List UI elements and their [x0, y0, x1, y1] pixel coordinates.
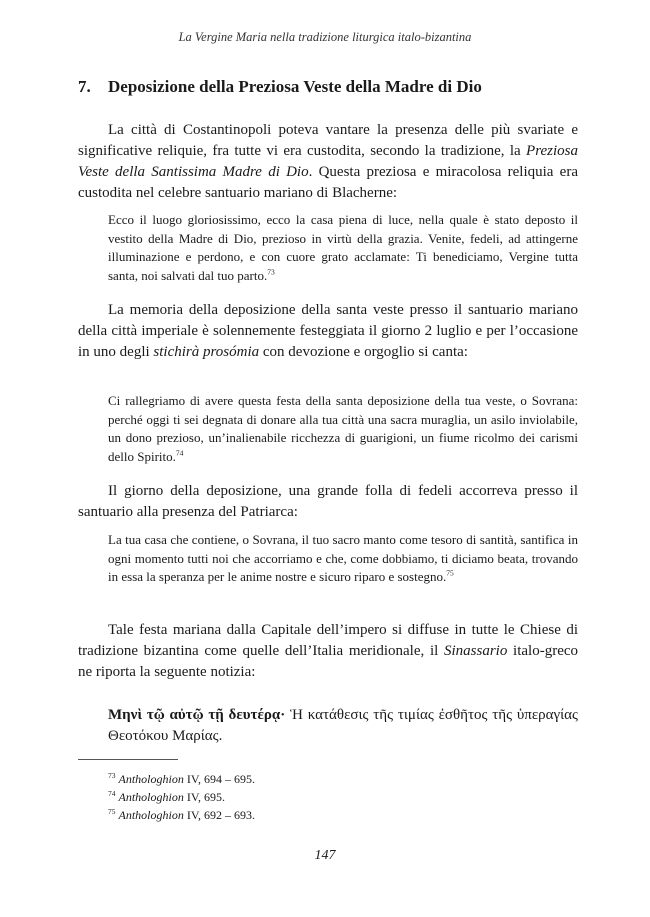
running-head: La Vergine Maria nella tradizione liturgica italo-bizantina	[178, 30, 472, 44]
footnote-reference: IV, 692 – 693.	[183, 808, 255, 822]
footnote-number: 74	[108, 789, 116, 798]
footnote-reference: IV, 695.	[183, 790, 225, 804]
paragraph-2-text-b: con devozione e orgoglio si canta:	[259, 344, 468, 360]
footnote-74	[108, 788, 225, 806]
paragraph-4-text-b: italo-greco ne riporta la seguente notizia:	[78, 643, 579, 680]
quote-2	[108, 392, 578, 466]
quote-2-text: Ci rallegriamo di avere questa festa della santa deposizione della tua veste, o Sovrana: perché oggi ti sei degnata di donare alla tua città una sacra muraglia, un asilo inviolabile, un dono prezioso, un’inalienabile ricchezza di guarigioni, un fiume ricolmo dei carismi dello Spirito.	[108, 393, 578, 464]
greek-bold-date: Μηνὶ τῷ αὐτῷ τῇ δευτέρᾳ·	[108, 707, 286, 723]
quote-1	[108, 211, 578, 285]
quote-1-text: Ecco il luogo gloriosissimo, ecco la casa piena di luce, nella quale è stato deposto il vestito della Madre di Dio, prezioso in virtù della grazia. Venite, fedeli, ad attingerne illuminazione e perdono, e con cuore grato acclamate: Ti benediciamo, Vergine tutta santa, noi salvati dal tuo parto.	[108, 212, 578, 283]
footnote-number: 73	[108, 771, 116, 780]
footnote-73	[108, 770, 255, 788]
paragraph-3: Il giorno della deposizione, una grande folla di fedeli accorreva presso il santuario alla presenza del Patriarca:	[78, 483, 578, 520]
paragraph-2-italic: stichirà prosómia	[153, 344, 260, 360]
footnote-ref-74: 74	[175, 448, 184, 458]
greek-text: Ἡ κατάθεσις τῆς τιμίας ἐσθῆτος τῆς ὑπεραγίας Θεοτόκου Μαρίας.	[108, 707, 578, 744]
footnote-title: Anthologhion	[118, 790, 184, 804]
footnote-reference: IV, 694 – 695.	[183, 772, 255, 786]
footnote-divider	[78, 759, 178, 760]
paragraph-1-text-b: . Questa preziosa e miracolosa reliquia era custodita nel celebre santuario mariano di Blacherne:	[78, 164, 578, 201]
paragraph-2-text-a: La memoria della deposizione della santa veste presso il santuario mariano della città imperiale è solennemente festeggiata il giorno 2 luglio e per l’occasione in uno degli	[78, 302, 578, 360]
section-number: 7.	[78, 77, 91, 96]
footnote-title: Anthologhion	[118, 772, 184, 786]
quote-3-text: La tua casa che contiene, o Sovrana, il tuo sacro manto come tesoro di santità, santifica in ogni momento tutti noi che accorriamo e che, come dobbiamo, ti diciamo beata, trovando in essa la speranza per le anime nostre e sicuro riparo e sostegno.	[108, 532, 578, 584]
footnote-ref-73: 73	[267, 267, 275, 277]
paragraph-2	[78, 300, 578, 363]
footnote-title: Anthologhion	[118, 808, 184, 822]
quote-3	[108, 531, 578, 587]
page-number: 147	[314, 848, 336, 863]
footnote-75	[108, 806, 255, 824]
footnote-ref-75: 75	[446, 568, 454, 578]
paragraph-4-italic: Sinassario	[443, 643, 508, 659]
paragraph-4	[78, 620, 578, 683]
paragraph-1-text-a: La città di Costantinopoli poteva vantare la presenza delle più svariate e significative reliquie, fra tutte vi era custodita, secondo la tradizione, la	[78, 122, 578, 159]
greek-synaxarion-entry	[108, 705, 578, 747]
section-heading	[78, 77, 578, 97]
footnote-number: 75	[108, 807, 116, 816]
section-title: Deposizione della Preziosa Veste della Madre di Dio	[108, 77, 482, 96]
paragraph-1-italic: Preziosa Veste della Santissima Madre di Dio	[78, 143, 578, 180]
paragraph-1	[78, 120, 578, 204]
paragraph-4-text-a: Tale festa mariana dalla Capitale dell’impero si diffuse in tutte le Chiese di tradizione bizantina come quelle dell’Italia meridionale, il	[78, 622, 578, 659]
